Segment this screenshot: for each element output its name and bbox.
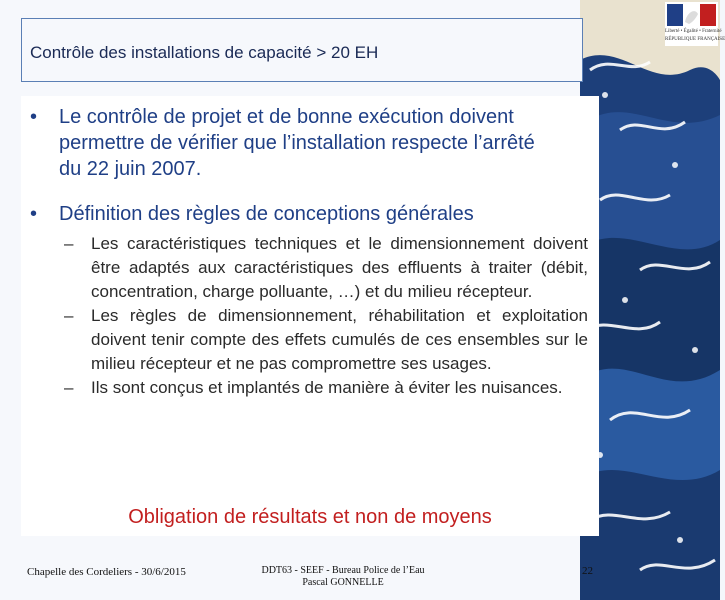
title-box	[21, 18, 583, 82]
sub-bullet-list	[64, 232, 588, 400]
logo-republique: RÉPUBLIQUE FRANÇAISE	[665, 37, 725, 42]
sub-bullet-item	[64, 232, 588, 304]
sub-bullet-text: Les règles de dimensionnement, réhabilitation et exploitation doivent tenir compte des effets cumulés de ces ensembles sur le milieu récepteur et ne pas compromettre ses usages.	[91, 306, 588, 373]
sub-bullet-item	[64, 376, 588, 400]
marianne-flag-icon	[667, 4, 716, 26]
sub-bullet-item	[64, 304, 588, 376]
bullet-text: Définition des règles de conceptions générales	[59, 203, 474, 225]
footer-event-date: Chapelle des Cordeliers - 30/6/2015	[27, 566, 186, 578]
logo-motto: Liberté • Égalité • Fraternité	[665, 29, 722, 34]
slide-title: Contrôle des installations de capacité > 20 EH	[30, 43, 379, 62]
bullet-marker: •	[30, 106, 38, 128]
dash-marker: –	[64, 234, 74, 253]
sub-bullet-text: Ils sont conçus et implantés de manière à éviter les nuisances.	[91, 378, 563, 397]
bullet-text: Le contrôle de projet et de bonne exécution doivent permettre de vérifier que l’installation respecte l’arrêté du 22 juin 2007.	[59, 106, 535, 180]
dash-marker: –	[64, 306, 74, 325]
footer-name: Pascal GONNELLE	[302, 577, 384, 588]
conclusion-text: Obligation de résultats et non de moyens	[128, 506, 492, 528]
footer-service: DDT63 - SEEF - Bureau Police de l’Eau	[261, 565, 425, 576]
footer-author	[253, 565, 433, 589]
republique-francaise-logo	[665, 2, 725, 46]
sub-bullet-text: Les caractéristiques techniques et le dimensionnement doivent être adaptés aux caractéristiques des effluents à traiter (débit, concentration, charge polluante, …) et du milieu récepteur.	[91, 234, 588, 301]
bullet-marker: •	[30, 203, 38, 225]
content-panel	[21, 96, 599, 536]
page-number: 22	[582, 565, 593, 577]
dash-marker: –	[64, 378, 74, 397]
wave-decoration	[580, 0, 725, 600]
